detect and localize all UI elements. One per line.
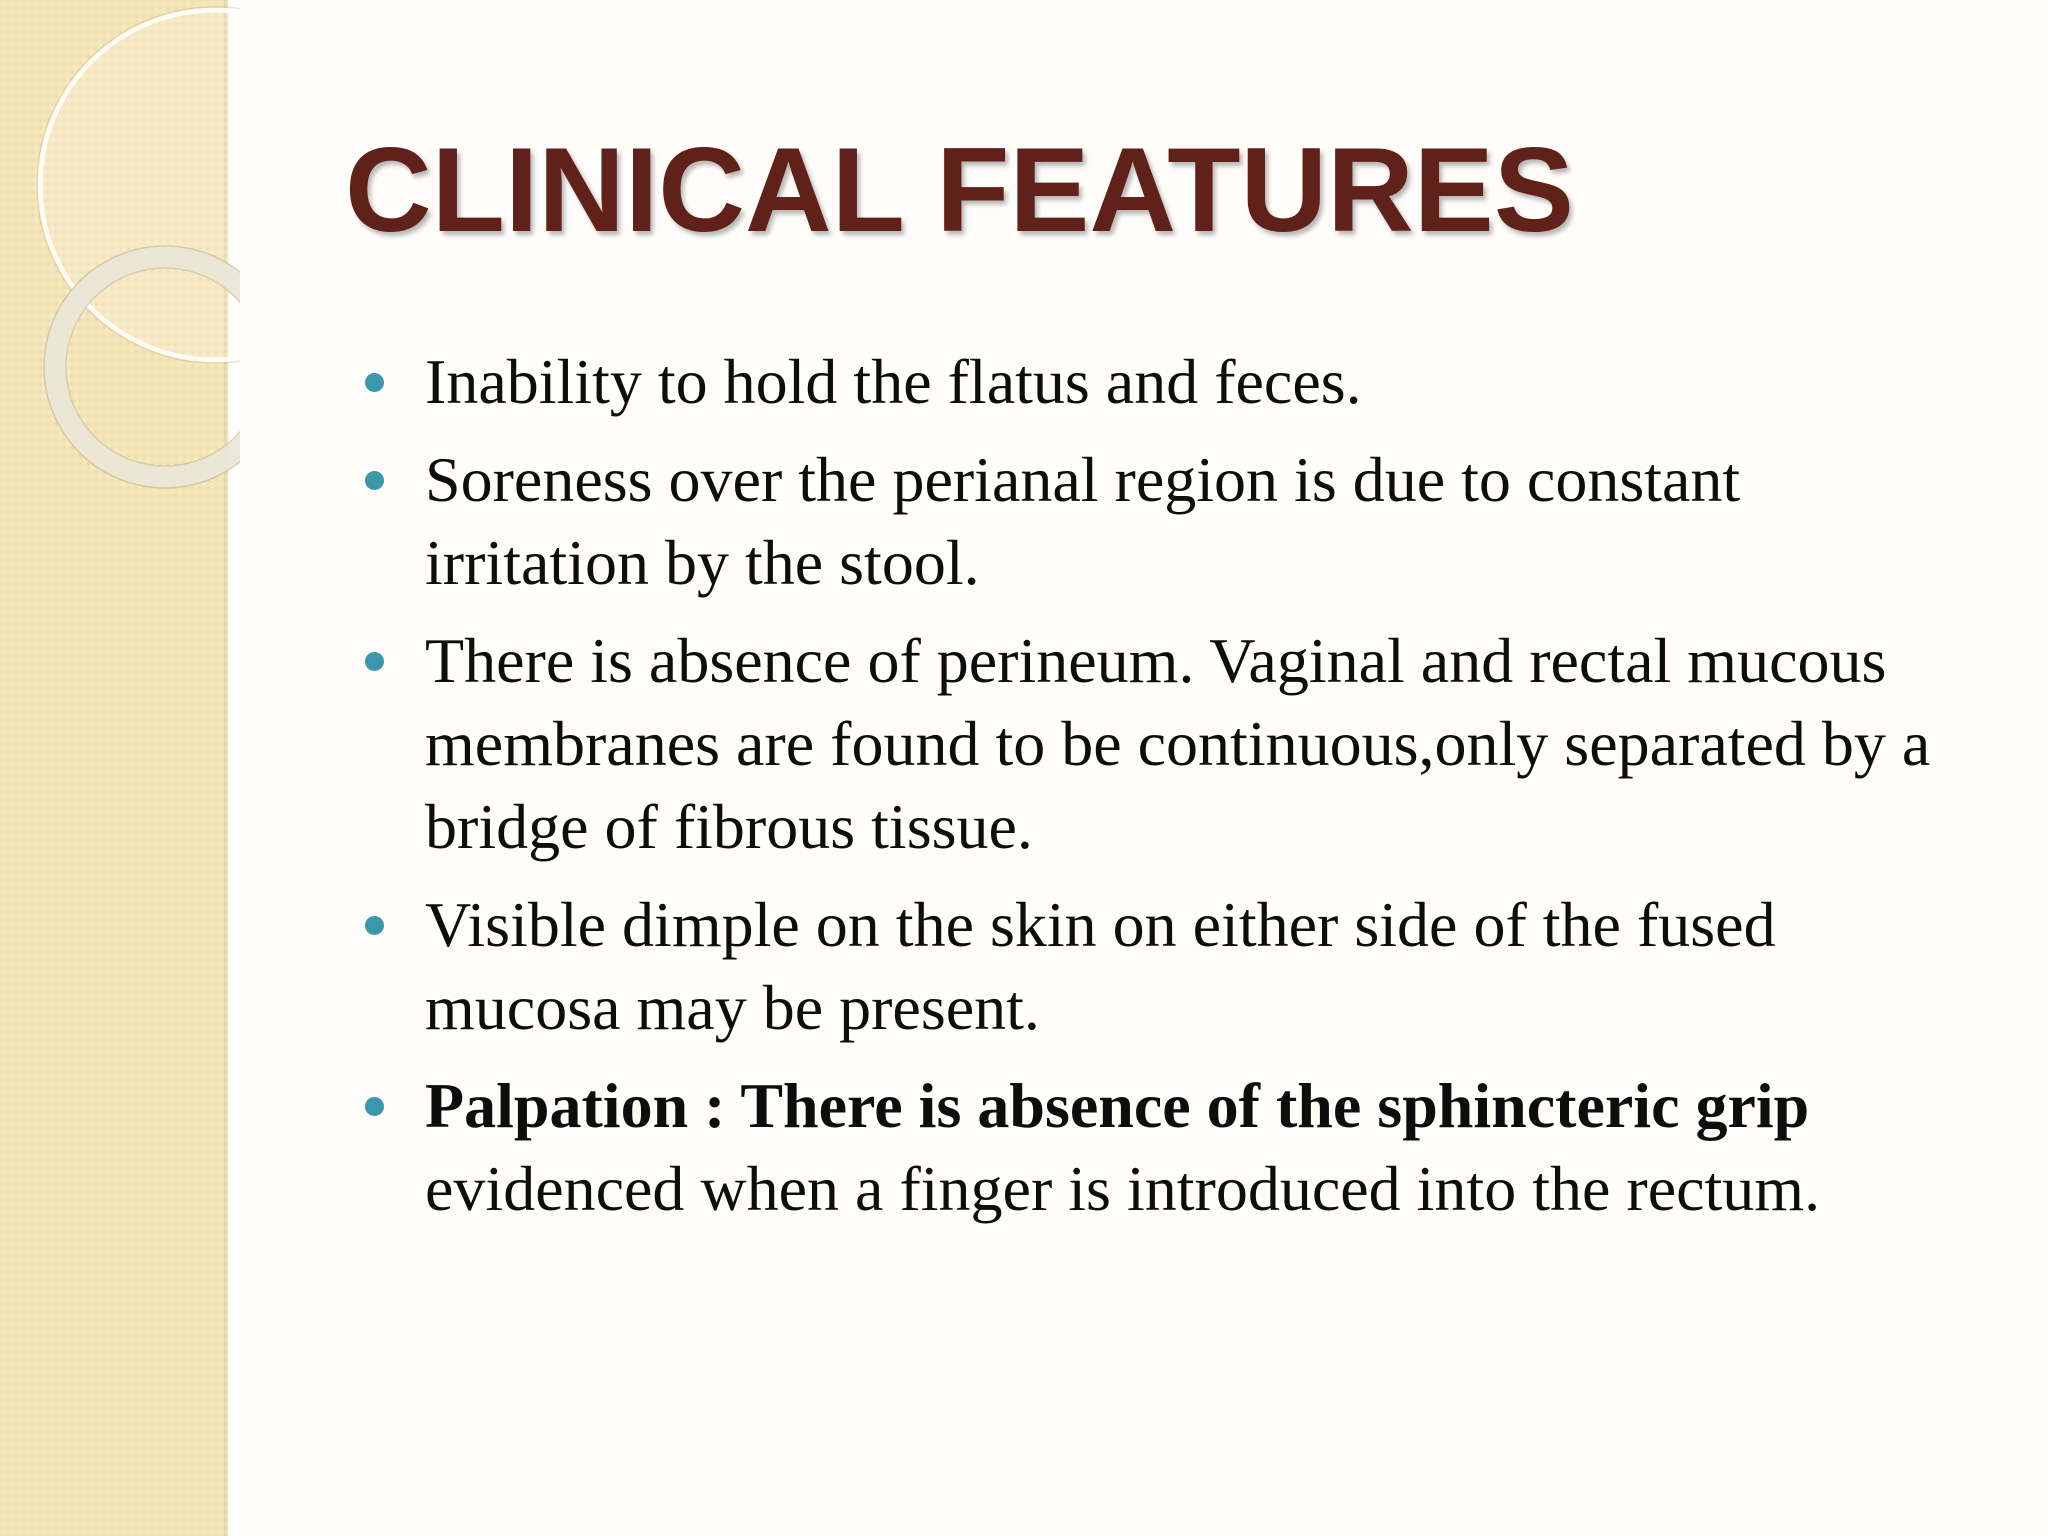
bullet-text: evidenced when a finger is introduced into the rectum. xyxy=(425,1153,1821,1224)
bullet-text: Inability to hold the flatus and feces. xyxy=(425,346,1362,417)
bullet-text: There is absence of perineum. Vaginal and rectal mucous membranes are found to be continuous,only separated by a bridge of fibrous tissue. xyxy=(425,625,1931,862)
teal-dot-icon xyxy=(365,373,384,392)
bullet-text: Soreness over the perianal region is due to constant irritation by the stool. xyxy=(425,444,1741,598)
bullet-item xyxy=(365,619,1965,868)
bullet-item xyxy=(365,883,1965,1049)
ring-decoration-icon xyxy=(0,0,240,520)
teal-dot-icon xyxy=(365,652,384,671)
bullet-item xyxy=(365,340,1965,423)
teal-dot-icon xyxy=(365,916,384,935)
bullet-bold-text: Palpation : There is absence of the sphincteric grip xyxy=(425,1070,1810,1141)
bullet-list xyxy=(365,340,1965,1245)
teal-dot-icon xyxy=(365,471,384,490)
bullet-text: Visible dimple on the skin on either side of the fused mucosa may be present. xyxy=(425,889,1776,1043)
teal-dot-icon xyxy=(365,1097,384,1116)
bullet-item xyxy=(365,438,1965,604)
bullet-item xyxy=(365,1064,1965,1230)
slide-title: CLINICAL FEATURES xyxy=(345,123,1574,257)
